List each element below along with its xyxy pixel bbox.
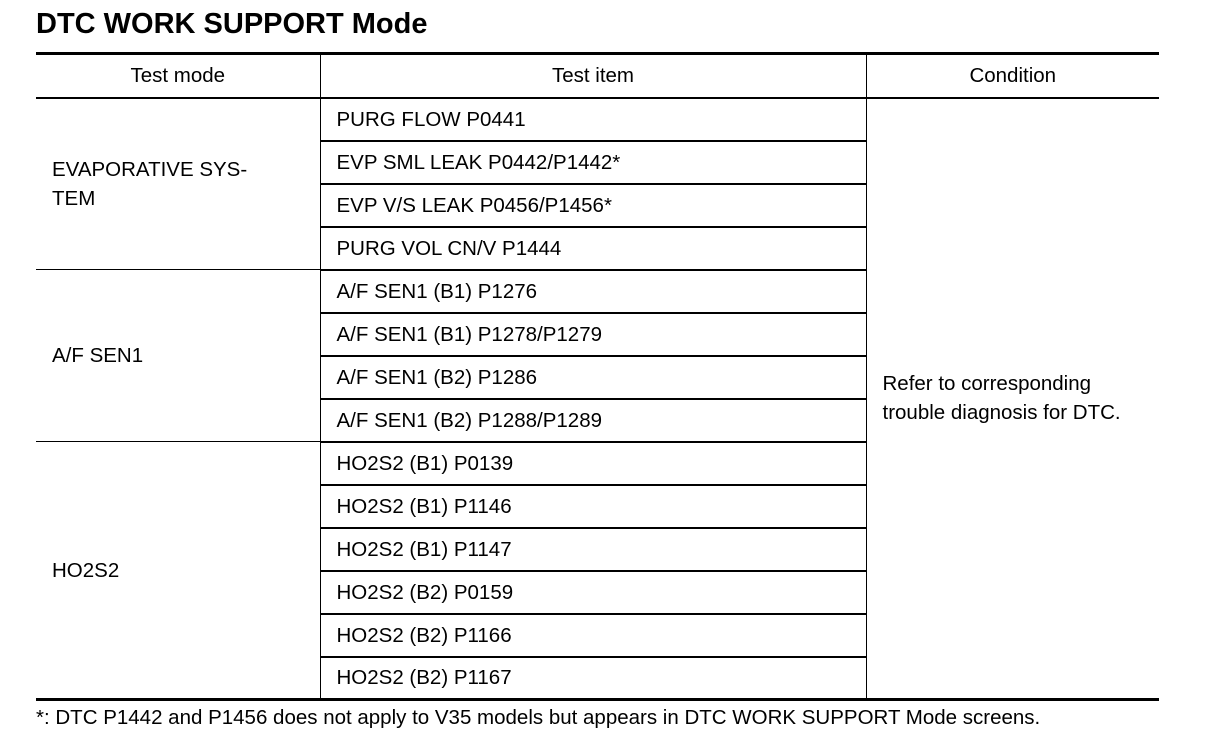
- test-item: A/F SEN1 (B2) P1286: [320, 356, 866, 399]
- test-item: A/F SEN1 (B2) P1288/P1289: [320, 399, 866, 442]
- table-header-row: [36, 54, 1159, 98]
- page-title: DTC WORK SUPPORT Mode: [36, 8, 428, 40]
- test-mode-label: EVAPORATIVE SYS-TEM: [52, 157, 248, 210]
- table-row: [36, 98, 1159, 141]
- test-mode-af-sen1: A/F SEN1: [36, 270, 320, 442]
- test-item: HO2S2 (B1) P1146: [320, 485, 866, 528]
- header-condition: Condition: [866, 54, 1159, 98]
- test-item: PURG FLOW P0441: [320, 98, 866, 141]
- test-item: A/F SEN1 (B1) P1278/P1279: [320, 313, 866, 356]
- condition-cell: [866, 98, 1159, 700]
- test-item: PURG VOL CN/V P1444: [320, 227, 866, 270]
- test-item: HO2S2 (B2) P1167: [320, 657, 866, 700]
- test-item: EVP SML LEAK P0442/P1442*: [320, 141, 866, 184]
- test-item: EVP V/S LEAK P0456/P1456*: [320, 184, 866, 227]
- dtc-work-support-table: [36, 52, 1159, 701]
- condition-text: Refer to corresponding trouble diagnosis for DTC.: [882, 372, 1121, 425]
- test-item: HO2S2 (B2) P1166: [320, 614, 866, 657]
- test-mode-ho2s2: HO2S2: [36, 442, 320, 700]
- header-test-item: Test item: [320, 54, 866, 98]
- test-item: HO2S2 (B1) P0139: [320, 442, 866, 485]
- test-mode-evaporative-system: [36, 98, 320, 270]
- test-item: HO2S2 (B1) P1147: [320, 528, 866, 571]
- test-item: A/F SEN1 (B1) P1276: [320, 270, 866, 313]
- test-item: HO2S2 (B2) P0159: [320, 571, 866, 614]
- header-test-mode: Test mode: [36, 54, 320, 98]
- footnote: *: DTC P1442 and P1456 does not apply to V35 models but appears in DTC WORK SUPPORT Mode screens.: [36, 706, 1041, 729]
